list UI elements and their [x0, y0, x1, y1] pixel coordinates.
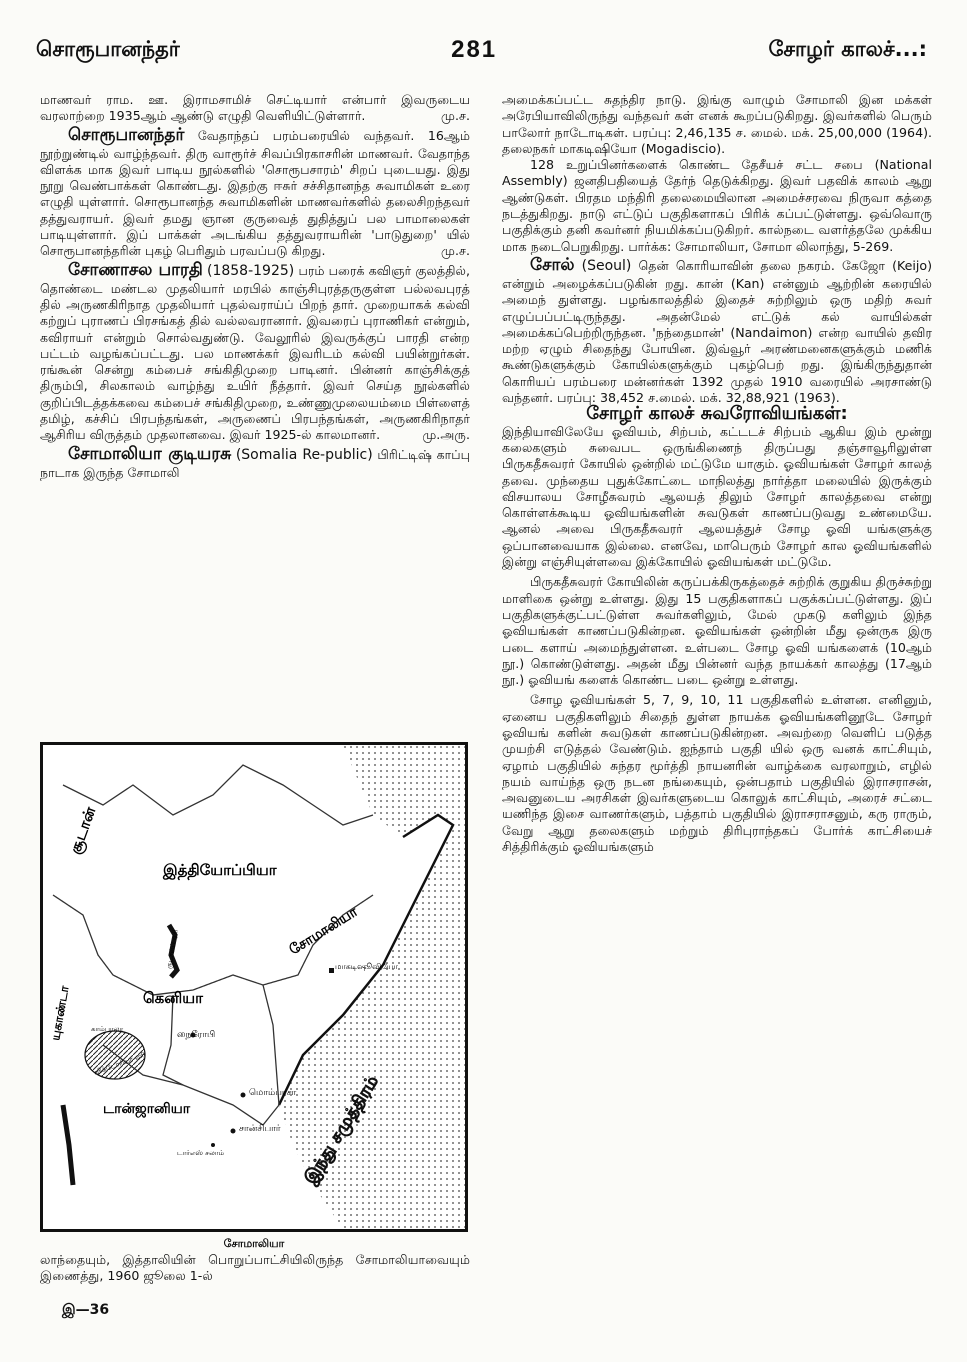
- page-number: 281: [451, 36, 498, 63]
- entry-sonasala-dates: (1858-1925): [207, 262, 295, 279]
- headword-somalia: சோமாலியா குடியரசு: [68, 443, 232, 464]
- entry-somalia: [40, 444, 470, 481]
- header-left-title: சொரூபானந்தர்: [36, 36, 180, 61]
- intro-author: மு.ச.: [441, 108, 470, 124]
- label-sudan: சூடான்: [65, 804, 100, 857]
- left-column: [40, 92, 470, 481]
- label-zanzibar: சான்சிபார்: [239, 1124, 281, 1134]
- chola-murals-p3: சோழ ஓவியங்கள் 5, 7, 9, 10, 11 பகுதிகளில் உள்ளன. எனினும், ஏனைய பகுதிகளிலும் சிதைந் துள்ள நாயக்க ஓவியங்களினூடே சோழர் ஓவியங் களின் சுவடுகள் காணப்படுகின்றன. அவற்றை வெளிப் படுத்த முயற்சி எடுத்தல் வேண்டும். ஐந்தாம் பகுதி யில் ஒரு வனக் காட்சியும், ஏழாம் பகுதியில் சுந்தர மூர்த்தி நாயனரின் வாழ்க்கை வரலாறும், எழில் நயம் வாய்ந்த ஒரு நடன நங்கையும், ஒன்பதாம் பகுதியில் இராசராசன், அவனுடைய அரசிகள் இவர்களுடைய கொலுக் காட்சியும், அரைச் சட்டை யணிந்த இசை வாணர்களும், பத்தாம் பகுதியில் இராசராசனும், கரு ராரும், வேறு ஆறு தலைகளும் மற்றும் திரிபுராந்தகப் போர்க் காட்சியைச் சித்திரிக்கும் ஓவியங்களும்: [502, 692, 932, 855]
- entry-somalia-latin: (Somalia Re-public): [235, 446, 373, 463]
- zanzibar-dot: [231, 1129, 236, 1134]
- map-caption: சோமாலியா: [223, 1237, 285, 1250]
- mombasa-dot: [241, 1093, 246, 1098]
- label-kampala: காம்பாலா: [91, 1025, 124, 1033]
- dar-dot: [211, 1143, 215, 1147]
- entry-sorupanandar-author: மு.ச.: [441, 243, 470, 259]
- map-drawing: [43, 745, 465, 1229]
- chola-murals-p1: இந்தியாவிலேயே ஓவியம், சிற்பம், கட்டடச் சிற்பம் ஆகிய இம் மூன்று கலைகளும் சுவைபட ஒருங்கிணைந் திருப்பது தஞ்சாவூரிலுள்ள பிருகதீசுவரர் கோயில் ஒன்றில் மட்டுமே யாகும். ஓவியங்கள் சோழர் காலத் தவை. முந்தைய புதுக்கோட்டை மாநிலத்து நார்த்தா மலையில் இருக்கும் விசயாலய சோழீசுவரம் ஆலயத் திலும் சோழர் காலத்தவை என்று கொள்ளக்கூடிய ஓவியங்களின் சுவடுகள் காணப்படுவது உண்மையே. ஆனல் அவை பிருகதீசுவரர் ஆலயத்துச் சோழ ஓவி யங்களுக்கு ஒப்பானவையாக இல்லை. எனவே, மாபெரும் சோழர் கால ஓவியங்களில் இன்று எஞ்சியுள்ளவை இக்கோயில் ஓவியங்கள் மட்டுமே.: [502, 423, 932, 570]
- lake-tanganyika: [63, 1105, 73, 1185]
- entry-seoul-body: தென் கொரியாவின் தலை நகரம். கேஜோ (Keijo) என்றும் அழைக்கப்படுகின் றது. கான் (Kan) என்னும் ஆற்றின் கரையில் அமைந் துள்ளது. பழங்காலத்தில் இதைச் சுற்றிலும் ஒரு மதிற் சுவர் எழுப்பப்பட்டிருந்தது. அதன்மேல் எட்டுக் கல் வாயில்கள் அமைக்கப்பெற்றிருந்தன. 'நந்தைமான்' (Nandaimon) என்ற வாயில் தவிர மற்ற ஏழும் சிதைந்து போயின. இவ்வூர் அரண்மனைகளுக்கும் மணிக் கூண்டுகளுக்கும் கோயில்களுக்கும் புகழ்பெற் றது. இங்கிருந்துதான் கொரியப் பரம்பரை மன்னர்கள் 1392 முதல் 1910 வரையில் அரசாண்டு வந்தனர். பரப்பு: 38,452 ச.மைல். மக். 32,88,921 (1963).: [502, 257, 932, 406]
- label-tanzania: டான்ஜானியா: [103, 1101, 191, 1117]
- somalia-continuation: லாந்தையும், இத்தாலியின் பொறுப்பாட்சியிலிருந்த சோமாலியாவையும் இணைத்து, 1960 ஜூலை 1-ல்: [40, 1252, 470, 1284]
- label-mogadishu: மாகடிஷூவியோ: [335, 962, 398, 971]
- intro-text: மாணவர் ராம. ஊ. இராமசாமிச் செட்டியார் என்பார் இவருடைய வரலாற்றை 1935ஆம் ஆண்டு எழுதி வெளியிட்டுள்ளார். மு.ச.: [40, 92, 470, 124]
- headword-sonasala-bharathi: சோணாசல பாரதி: [68, 259, 203, 280]
- border-ethiopia-south: [53, 895, 373, 995]
- chola-murals-p2: பிருகதீசுவரர் கோயிலின் கருப்பக்கிருகத்தைச் சுற்றிக் குறுகிய திருச்சுற்று மாளிகை ஒன்று உள்ளது. இது 15 பகுதிகளாகப் பகுக்கப்பட்டுள்ளது. இப் பகுதிகளுக்குட்பட்டுள்ள சுவர்களிலும், மேல் முகடு களிலும் இந்த ஓவியங்கள் காணப்படுகின்றன. ஓவியங்கள் ஒன்றின் மீது ஒன்ருக இரு படை களாய் அமைந்துள்ளன. உள்படை சோழ ஓவி யங்களைக் (10ஆம் நூ.) கொண்டுள்ளது. அதன் மீது பின்னர் வந்த நாயக்கர் காலத்து (17ஆம் நூ.) ஓவியங் களைக் கொண்ட படை ஒன்று உள்ளது.: [502, 574, 932, 688]
- label-uganda: யுகாண்டா: [48, 984, 72, 1042]
- somalia-text-para2: 128 உறுப்பினர்களைக் கொண்ட தேசீயச் சட்ட சபை (National Assembly) ஜனதிபதியைத் தேர்ந் தெடுக்கிறது. இவர் பதவிக் காலம் ஆறு ஆண்டுகள். பிரதம மந்திரி தலைமையிலான அமைச்சரவை நிருவா கத்தை நடத்துகிறது. நாடு எட்டுப் பகுதிகளாகப் பிரிக் கப்பட்டுள்ளது. ஒவ்வொரு பகுதிக்கும் தனி கவர்னர் நியமிக்கப்படுகிறர். கால்நடை வளர்த்தலே முக்கிய மாக நடைபெறுகிறது. பார்க்க: சோமாலியா, சோமா லிலாந்து, 5-269.: [502, 157, 932, 254]
- somalia-text-cont: அமைக்கப்பட்ட சுதந்திர நாடு. இங்கு வாழும் சோமாலி இன மக்கள் அரேபியாவிலிருந்து வந்தவர் கள் எனக் கூறப்படுகிறது. இவர்களில் பெரும் பாலோர் நாடோடிகள். பரப்பு: 2,46,135 ச. மைல். மக். 25,00,000 (1964). தலைநகர் மாகடிஷியோ (Mogadiscio).: [502, 92, 932, 156]
- border-kenya-uganda: [163, 995, 183, 1085]
- entry-seoul: [502, 255, 932, 406]
- label-nairobi: நைரோபி: [177, 1030, 216, 1040]
- entry-sorupanandar-body: வேதாந்தப் பரம்பரையில் வந்தவர். 16ஆம் நூற்றுண்டில் வாழ்ந்தவர். திரு வாரூர்ச் சிவப்பிரகாசரின் மாணவர். வேதாந்த விளக்க மாக இவர் பாடிய நூல்களில் 'சொரூபசாரம்' சிறப் புடையது. இது நூறு வெண்பாக்கள் கொண்டது. இதற்கு ஈசுர் சச்சிதானந்த சுவாமிகள் உரை எழுதி யுள்ளார். சொரூபானந்த சுவாமிகளின் மாணவர்களில் தலைசிறந்தவர் தத்துவராயர். இவர் தமது ஞான குருவைத் துதித்துப் பல பாமாலைகள் பாடியுள்ளார். இப் பாக்கள் அடங்கிய தத்துவராயரின் 'பாடுதுறை' யில் சொரூபானந்தரின் புகழ் பெரிதும் பரவப்படு கிறது.: [40, 127, 470, 259]
- right-column: [502, 92, 932, 855]
- headword-sorupanandar: சொரூபானந்தர்: [68, 124, 185, 145]
- running-header: [36, 32, 927, 68]
- headword-seoul: சோல்: [530, 254, 575, 275]
- entry-seoul-latin: (Seoul): [581, 257, 632, 274]
- entry-sorupanandar: [40, 125, 470, 260]
- somalia-map: [40, 742, 468, 1232]
- entry-sonasala-author: மு.அரு.: [422, 427, 470, 443]
- label-mombasa: மொம்பாசா: [249, 1088, 297, 1098]
- ocean-area: [279, 745, 465, 1229]
- header-right-title: சோழர் காலச்...:: [768, 36, 927, 61]
- entry-sonasala-bharathi: [40, 260, 470, 444]
- entry-somalia-body: பிரிட்டிஷ் காப்பு நாடாக இருந்த சோமாலி: [40, 446, 470, 480]
- border-kenya-somalia: [263, 985, 279, 1105]
- headword-chola-murals: சோழர் காலச் சுவரோவியங்கள்:: [586, 403, 848, 425]
- label-dar: டார்எஸ் சலாம்: [177, 1149, 225, 1157]
- label-lake-rudolf: ருடால்ப் ஏரி: [165, 929, 180, 970]
- entry-sonasala-body: பரம் பரைக் கவிஞர் குலத்தில், தொண்டை மண்டல முதலியார் மரபில் காஞ்சிபுரத்தருகுள்ள பல்லவபுரத் தில் அருணகிரிநாத முதலியார் புதல்வராய்ப் பிறந் தார். முறையாகக் கல்வி கற்றுப் புராணப் பிரசங்கத் தில் வல்லவரானார். இவரைப் புராணிகர் என்றும், கவிராயர் என்றும் சொல்வதுண்டு. வேலூரில் இவருக்குப் பாரதி என்ற பட்டம் வழங்கப்பட்டது. பல மாணக்கர் இவரிடம் கல்வி பயின்றுர்கள். ரங்கூன் சென்று கம்பைச் சங்கிதிமுறை பாடினர். பின்னர் காஞ்சிக்குத் திரும்பி, சிலகாலம் வாழ்ந்து உயிர் நீத்தார். இவர் செய்த நூல்களில் குறிப்பிடத்தக்கவை கம்பைச் சங்கிதிமுறை, உண்ணுமுலையம்மை பிள்ளைத் தமிழ், கச்சிப் பிரபந்தங்கள், அருணைப் பிரபந்தங்கள், அருணகிரிநாதர் ஆசிரிய விருத்தம் முதலானவை. இவர் 1925-ல் காலமானர்.: [40, 262, 470, 443]
- label-ocean: இந்து சமுத்திரம்: [300, 1072, 383, 1188]
- label-lake-victoria: விக்டோரியா ஏரி: [92, 1050, 147, 1077]
- label-kenya: கெனியா: [143, 989, 203, 1007]
- mogadishu-dot: [329, 968, 334, 973]
- label-ethiopia: இத்தியோப்பியா: [163, 861, 277, 879]
- headword-chola-murals-line: [502, 403, 932, 425]
- border-north: [63, 765, 373, 825]
- signature-mark: இ—36: [62, 1302, 110, 1318]
- label-somalia: சோமாலியா: [286, 903, 361, 959]
